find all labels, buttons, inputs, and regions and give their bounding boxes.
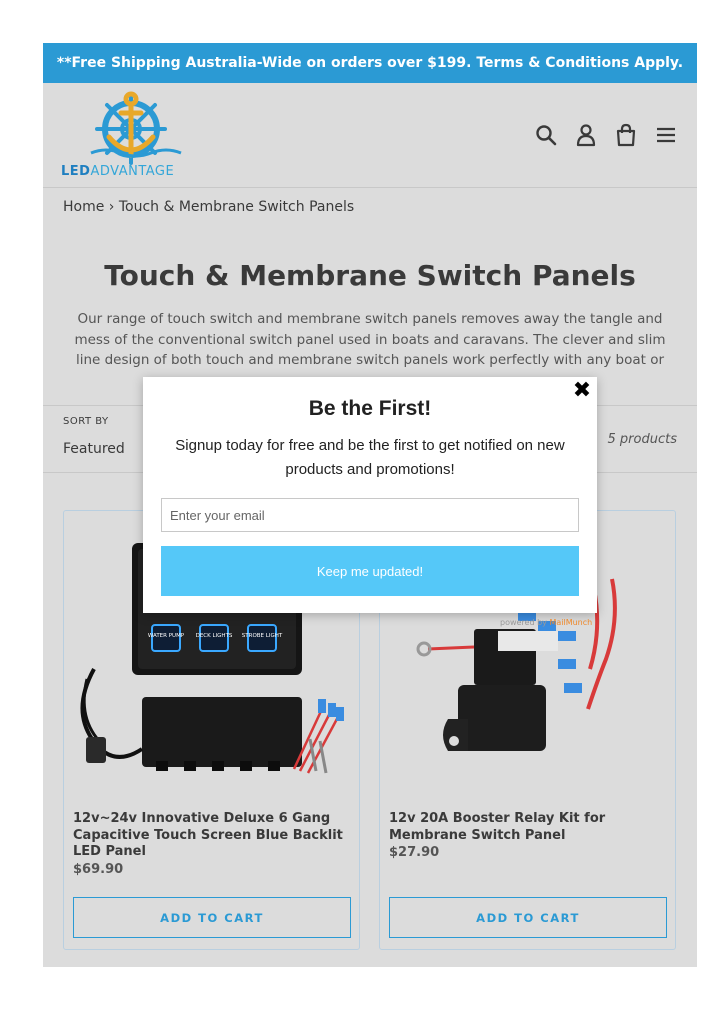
sort-label: SORT BY [63,416,109,427]
product-title[interactable]: 12v~24v Innovative Deluxe 6 Gang Capacitive Touch Screen Blue Backlit LED Panel [73,811,343,859]
logo-text: LEDADVANTAGE [61,164,175,179]
ship-wheel-anchor-icon [61,91,201,163]
add-to-cart-button[interactable]: ADD TO CART [73,897,351,938]
announcement-bar[interactable] [43,43,697,83]
announcement-text: **Free Shipping Australia-Wide on orders over $199. Terms & Conditions Apply. [56,55,684,71]
breadcrumb[interactable]: Home › Touch & Membrane Switch Panels [63,199,355,215]
product-price: $27.90 [389,845,440,860]
newsletter-popup [143,377,597,613]
add-to-cart-button[interactable]: ADD TO CART [389,897,667,938]
sort-select[interactable]: Featured [63,441,125,457]
account-icon[interactable] [575,123,597,147]
cart-icon[interactable] [615,123,637,147]
powered-by-label[interactable]: powered by MailMunch [500,618,593,627]
page-title: Touch & Membrane Switch Panels [104,259,636,292]
panel-label-water-pump: WATER PUMP [147,633,185,639]
site-header [43,83,697,188]
panel-label-deck-lights: DECK LIGHTS [195,633,233,639]
panel-label-strobe-light: STROBE LIGHT [241,633,283,639]
search-icon[interactable] [535,123,557,147]
popup-title: Be the First! [308,397,432,420]
email-field[interactable] [161,498,579,532]
logo[interactable] [61,91,201,181]
keep-me-updated-button[interactable]: Keep me updated! [161,546,579,596]
product-title[interactable]: 12v 20A Booster Relay Kit for Membrane Switch Panel [389,811,606,843]
product-price: $69.90 [73,862,124,877]
collection-description: Our range of touch switch and membrane switch panels removes away the tangle and mess of the conventional switch panel used in boats and caravans. The clever and slim line design of both touch and membrane switch panels work perfectly with any boat or [74,311,666,368]
product-count: 5 products [607,432,677,447]
close-icon[interactable]: ✖ [572,378,592,403]
popup-subtitle: Signup today for free and be the first to get notified on new products and promotions! [175,437,565,478]
header-icons [535,123,677,147]
menu-icon[interactable] [655,123,677,147]
